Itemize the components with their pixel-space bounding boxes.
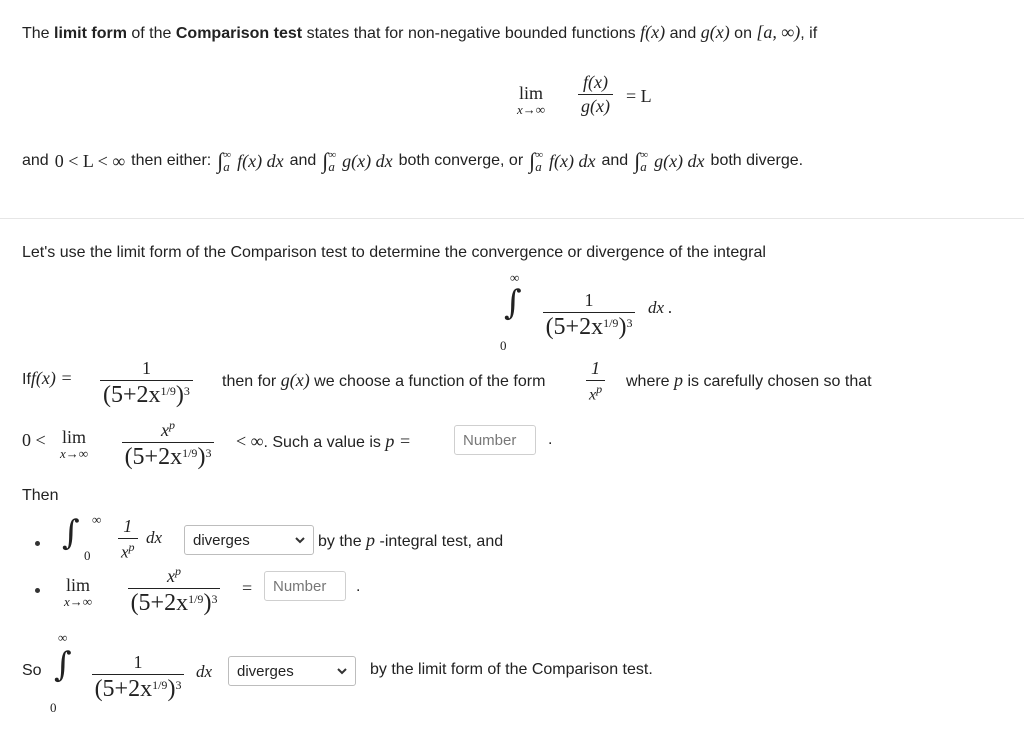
bullet-dot <box>35 588 40 593</box>
so-lower: 0 <box>50 700 57 715</box>
bullet2-lim: lim x→∞ <box>64 575 93 609</box>
lt-inf-text: < ∞. Such a value is p = <box>236 431 411 451</box>
bullet1-upper: ∞ <box>92 512 102 527</box>
so-by-text: by the limit form of the Comparison test. <box>370 661 653 678</box>
then-label: Then <box>22 487 59 504</box>
bullet1-fraction: $\frac{1}{x^p}$ <box>118 516 138 563</box>
limit-lim: lim x→∞ <box>60 427 89 461</box>
conclusion-line: and 0 < L < ∞ then either: ∫ ∞ a f(x) dx and ∫ ∞ a g(x) dx both converge, or ∫ ∞ a f(x) dx and ∫ ∞ a g(x) dx both diverge. <box>22 148 804 174</box>
problem-intro: Let's use the limit form of the Comparison test to determine the convergence or divergence of the integral <box>22 244 766 261</box>
limit-def-lim: lim x→∞ <box>517 83 546 117</box>
so-label: So <box>22 662 42 679</box>
period-2: . <box>356 578 361 595</box>
integral-fraction: $\frac{1}{(5+2x^{1/9})^3}$ <box>534 290 644 341</box>
then-for-text: then for g(x) we choose a function of the form <box>222 370 546 390</box>
p-value-input[interactable]: Number <box>454 425 536 455</box>
bullet1-integral-sign: ∫ <box>62 513 80 553</box>
bullet1-select[interactable]: diverges <box>184 525 314 555</box>
g-fraction: $\frac{1}{x^p}$ <box>586 358 605 404</box>
so-dx: dx <box>196 662 213 681</box>
where-text: where p is carefully chosen so that <box>626 370 872 390</box>
bullet2-fraction: $\frac{x^p}{(5+2x^{1/9})^3}$ <box>120 564 228 617</box>
limit-def-fraction: $\frac{f(x)}{g(x)}$ <box>578 72 613 117</box>
limit-def-eq: = L <box>626 86 652 106</box>
period-1: . <box>548 431 553 448</box>
so-fraction: $\frac{1}{(5+2x^{1/9})^3}$ <box>84 652 192 703</box>
integral-dx: dx . <box>648 298 673 317</box>
chevron-down-icon <box>336 664 348 681</box>
chevron-down-icon <box>294 533 306 550</box>
bullet-dot <box>35 541 40 546</box>
limit-value-input[interactable]: Number <box>264 571 346 601</box>
bullet1-lower: 0 <box>84 548 91 563</box>
integral-upper: ∞ <box>510 270 520 285</box>
bullet1-by-text: by the p -integral test, and <box>318 530 504 550</box>
so-upper: ∞ <box>58 630 68 645</box>
so-select[interactable]: diverges <box>228 656 356 686</box>
so-integral-sign: ∫ <box>54 645 72 685</box>
intro-text: The limit form of the Comparison test states that for non-negative bounded functions f(x) and g(x) on [a, ∞), if <box>22 22 818 42</box>
f-fraction: $\frac{1}{(5+2x^{1/9})^3}$ <box>100 358 193 409</box>
if-f-label: Iff(x) = <box>22 368 73 388</box>
bullet2-eq: = <box>242 578 253 598</box>
zero-lt: 0 < <box>22 430 46 450</box>
limit-fraction: $\frac{x^p}{(5+2x^{1/9})^3}$ <box>114 418 222 471</box>
integral-sign: ∫ <box>504 283 522 323</box>
section-divider <box>0 218 1024 219</box>
integral-lower: 0 <box>500 338 507 353</box>
bullet1-dx: dx <box>146 528 163 547</box>
